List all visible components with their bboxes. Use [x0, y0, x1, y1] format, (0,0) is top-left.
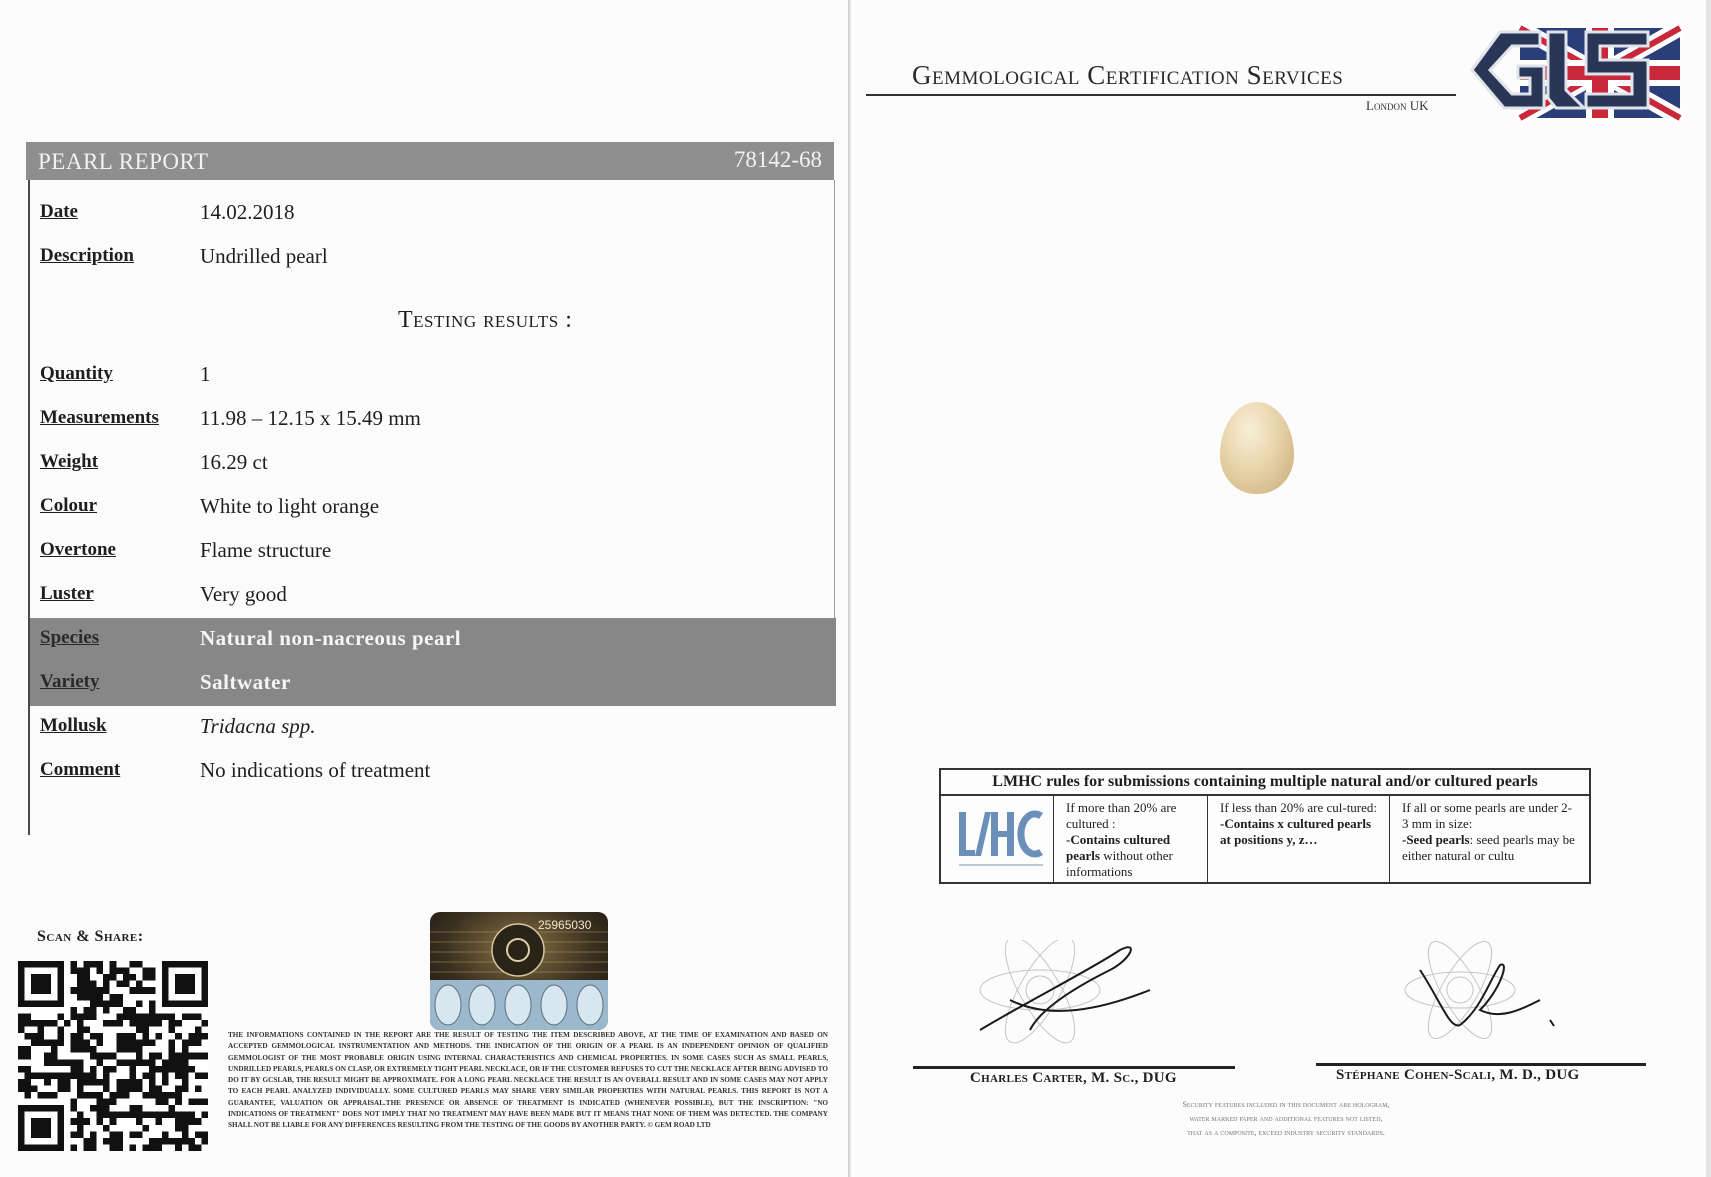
- lmhc-col2-text: If less than 20% are cul-tured:: [1220, 800, 1378, 815]
- report-title: PEARL REPORT: [38, 149, 209, 174]
- row-mollusk: [30, 706, 836, 750]
- field-label: Measurements: [40, 407, 159, 428]
- security-line: Security features included in this document are hologram,: [1182, 1100, 1390, 1109]
- report-number: 78142-68: [733, 147, 822, 172]
- gcs-logo: [1460, 20, 1690, 122]
- date-label: Date: [40, 201, 78, 222]
- field-value: Very good: [200, 582, 287, 606]
- lmhc-col3-text: If all or some pearls are under 2-3 mm in size:: [1402, 800, 1573, 831]
- field-label: Variety: [40, 671, 100, 692]
- lmhc-rules-box: [939, 768, 1591, 884]
- report-header-bar: [26, 142, 834, 180]
- title-rule: [866, 94, 1456, 96]
- field-value: Tridacna spp.: [200, 714, 316, 738]
- field-label: Quantity: [40, 363, 113, 384]
- lmhc-col2-bold: -Contains x cultured pearls at positions y, z…: [1220, 816, 1372, 847]
- lmhc-col-1: [1053, 794, 1207, 882]
- signature-line-1: [913, 1066, 1235, 1069]
- field-value: White to light orange: [200, 494, 380, 518]
- row-date: [30, 192, 836, 236]
- field-label: Weight: [40, 451, 99, 472]
- description-label: Description: [40, 245, 134, 266]
- security-line: water marked paper and additional features not listed,: [1189, 1114, 1383, 1123]
- field-value: 16.29 ct: [200, 450, 268, 474]
- field-label: Colour: [40, 495, 97, 516]
- security-line: that as a composite, exceed industry security standards.: [1187, 1128, 1385, 1137]
- field-label: Luster: [40, 583, 94, 604]
- date-value: 14.02.2018: [200, 200, 295, 224]
- field-label: Mollusk: [40, 715, 107, 736]
- field-value: Saltwater: [200, 670, 291, 694]
- lab-city: London UK: [1366, 98, 1429, 113]
- field-value: Natural non-nacreous pearl: [200, 626, 462, 650]
- field-value: 11.98 – 12.15 x 15.49 mm: [200, 406, 421, 430]
- gcs-monogram-icon: [1472, 32, 1648, 108]
- field-label: Comment: [40, 759, 121, 780]
- lab-name: Gemmological Certification Services: [912, 60, 1344, 90]
- row-weight: [30, 442, 836, 486]
- disclaimer-text: THE INFORMATIONS CONTAINED IN THE REPORT ARE THE RESULT OF TESTING THE ITEM DESCRIBED ABOVE, AT THE TIME OF EXAMINATION AND BASED ON ACCEPTED GEMMOLOGICAL INSTRUMENTATION AND METHODS. THE INDICATION OF THE ORIGIN OF A PEARL IS AN INDEPENDENT OPINION OF QUALIFIED GEMMOLOGIST OF THE MOST PROBABLE ORIGIN USING INTERNAL CHARACTERISTICS AND CHEMICAL PROPERTIES. IN SOME CASES SUCH AS SMALL PEARLS, UNDRILLED PEARLS, PEARLS ON CLASP, OR EXTREMELY TIGHT PEARL NECKLACE, OR IF THE CUSTOMER REFUSES TO CUT THE NECKLACE AFTER BEING ADVISED TO DO IT BY GCSLAB, THE RESULT MIGHT BE APPROXIMATE. FOR A LONG PEARL NECKLACE THE RESULT IS AN OVERALL RESULT AND IN SOME CASES MAY NOT APPLY TO EACH PEARL ANALYZED INDIVIDUALLY. SOME CULTURED PEARLS MAY SHARE VERY SIMILAR PROPERTIES WITH NATURAL PEARLS. THIS REPORT IS NOT A GUARANTEE, VALUATION OR APPRAISAL.THE PRESENCE OR ABSENCE OF TREATMENT IS INDICATED (WHENEVER POSSIBLE), BUT THE INSCRIPTION: "NO INDICATIONS OF TREATMENT" DOES NOT IMPLY THAT NO TREATMENT MAY HAVE BEEN MADE BUT IT MEANS THAT NONE OF THEM WAS DETECTED. THE COMPANY SHALL NOT BE LIABLE FOR ANY DIFFERENCES RESULTING FROM THE TESTING OF THE GOODS BY ANOTHER PARTY. © GEM ROAD LTD: [228, 1031, 828, 1130]
- field-label: Overtone: [40, 539, 116, 560]
- description-value: Undrilled pearl: [200, 244, 328, 268]
- scan-share-label: Scan & Share:: [37, 928, 144, 945]
- row-luster: [30, 574, 836, 618]
- field-value: 1: [200, 362, 211, 386]
- signature-1: [970, 940, 1170, 1060]
- lmhc-col1-tail: without other informations: [1066, 848, 1173, 879]
- lmhc-col1-bold: -Contains cultured pearls: [1066, 832, 1171, 863]
- lmhc-title: LMHC rules for submissions containing multiple natural and/or cultured pearls: [941, 770, 1589, 796]
- lmhc-col1-text: If more than 20% are cultured :: [1066, 800, 1177, 831]
- field-value: No indications of treatment: [200, 758, 431, 782]
- field-value: Flame structure: [200, 538, 332, 562]
- lmhc-col3-bold: -Seed pearls: [1402, 832, 1470, 847]
- row-description: [30, 236, 836, 280]
- row-quantity: [30, 354, 836, 398]
- atom-emblem-icon: [1405, 940, 1515, 1047]
- testing-results-heading: Testing results :: [398, 307, 573, 333]
- lmhc-col-3: [1389, 794, 1587, 882]
- signatory-2: Stéphane Cohen-Scali, M. D., DUG: [1336, 1067, 1580, 1083]
- signatory-1: Charles Carter, M. Sc., DUG: [970, 1070, 1177, 1086]
- security-note: [1066, 1098, 1506, 1140]
- lmhc-col-2: [1207, 794, 1389, 882]
- signature-line-2: [1316, 1063, 1646, 1066]
- qr-code[interactable]: [18, 961, 208, 1151]
- row-overtone: [30, 530, 836, 574]
- row-colour: [30, 486, 836, 530]
- signature-2: [1400, 940, 1580, 1060]
- field-label: Species: [40, 627, 100, 648]
- lmhc-col3-tail: : seed pearls may be either natural or cultu: [1402, 832, 1575, 863]
- row-species: [30, 618, 836, 662]
- row-variety: [30, 662, 836, 706]
- hologram-number: 25965030: [538, 918, 592, 932]
- lmhc-logo: [949, 800, 1049, 880]
- page-edge: [1706, 0, 1711, 1177]
- row-measurements: [30, 398, 836, 442]
- row-comment: [30, 750, 836, 794]
